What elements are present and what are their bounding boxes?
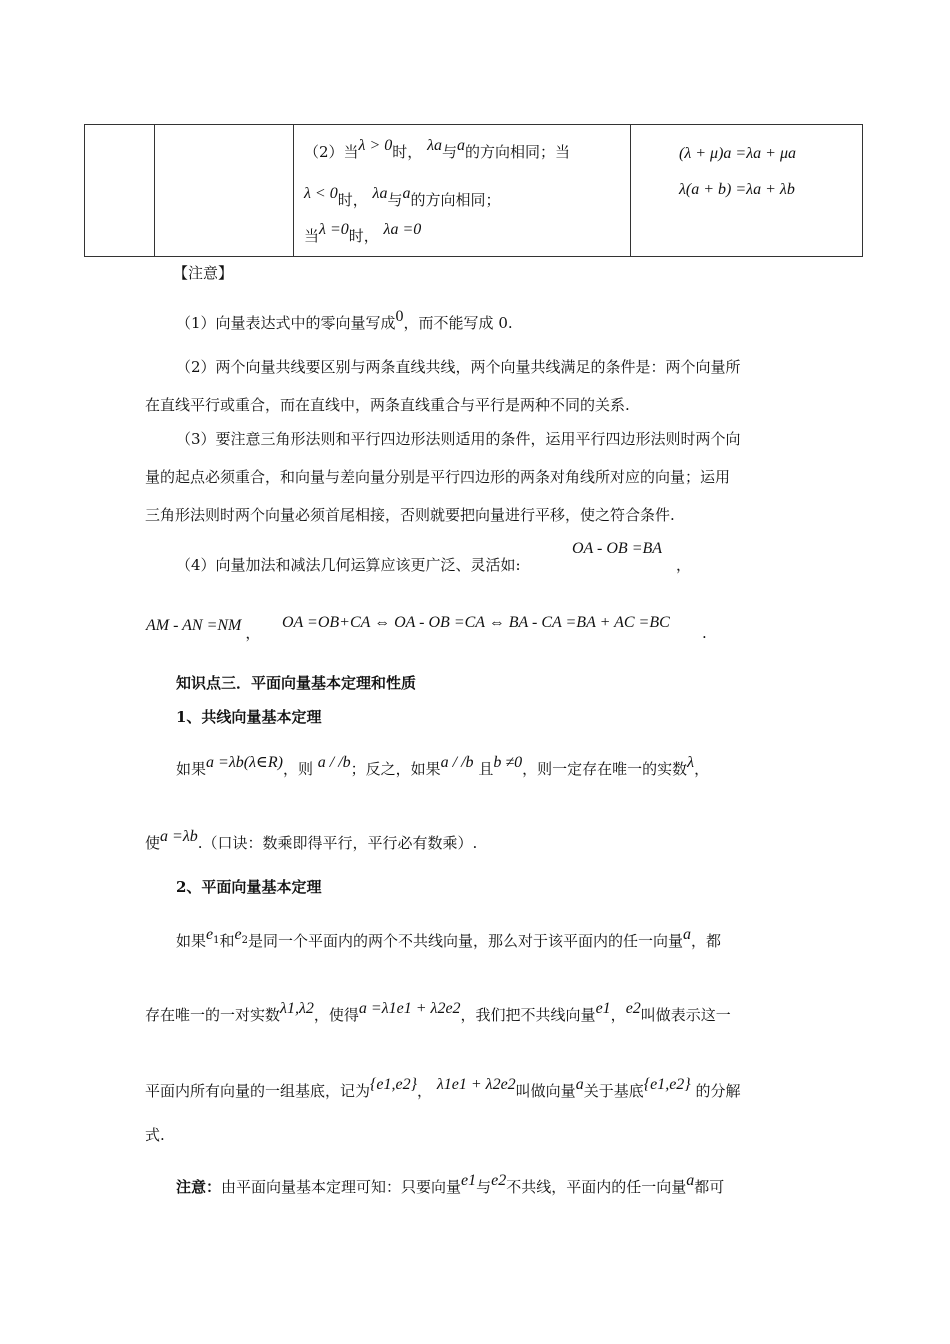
basis-theorem-line-3: 平面内所有向量的一组基底，记为{e1,e2}， λ1e1 + λ2e2叫做向量a关于基底{e1,e2} 的分解: [145, 1076, 741, 1100]
basis-theorem-line-4: 式.: [145, 1126, 165, 1144]
note-2-line-1: （2）两个向量共线要区别与两条直线共线，两个向量共线满足的条件是：两个向量所: [176, 358, 741, 376]
property-line-3: 当λ =0时， λa =0: [304, 221, 422, 245]
note-4-comma: ，: [676, 556, 692, 574]
subsection-2-title: 2、平面向量基本定理: [176, 878, 322, 896]
note-3-line-1: （3）要注意三角形法则和平行四边形法则适用的条件，运用平行四边形法则时两个向: [176, 430, 741, 448]
note-1: （1）向量表达式中的零向量写成0，而不能写成 0.: [176, 308, 513, 332]
note-3-line-2: 量的起点必须重合，和向量与差向量分别是平行四边形的两条对角线所对应的向量；运用: [145, 468, 731, 486]
continued-table: [84, 124, 863, 257]
note-3-line-3: 三角形法则时两个向量必须首尾相接，否则就要把向量进行平移，使之符合条件.: [145, 506, 675, 524]
table-cell-formulas: [631, 125, 863, 257]
basis-theorem-line-2: 存在唯一的一对实数λ1,λ2，使得a =λ1e1 + λ2e2，我们把不共线向量e1，e2叫做表示这一: [145, 1000, 731, 1024]
note-4-line-1: （4）向量加法和减法几何运算应该更广泛、灵活如:: [176, 556, 521, 574]
section-title: 知识点三．平面向量基本定理和性质: [176, 674, 417, 692]
formula-distributive-2: λ(a + b) =λa + λb: [679, 181, 795, 198]
formula-distributive-1: (λ + μ)a =λa + μa: [679, 145, 796, 162]
table-cell-empty-1: [85, 125, 155, 257]
collinear-theorem-line-2: 使a =λb.（口诀：数乘即得平行，平行必有数乘）.: [145, 828, 478, 852]
basis-theorem-line-1: 如果$e_1$和$e_2$是同一个平面内的两个不共线向量，那么对于该平面内的任一向量a，都: [176, 926, 722, 950]
property-line-2: λ < 0时， λa与a的方向相同；: [304, 185, 501, 209]
note-4-line-2: AM - AN =NM ，: [146, 617, 261, 642]
property-line-1: （2）当λ > 0时， λa与a的方向相同；当: [304, 137, 571, 161]
formula-chain: OA =OB+CA ⇔ OA - OB =CA ⇔ BA - CA =BA + AC =BC: [282, 614, 670, 631]
note-4-period: .: [702, 624, 707, 642]
formula-oa-ob: OA - OB =BA: [572, 540, 663, 557]
note-2-line-2: 在直线平行或重合，而在直线中，两条直线重合与平行是两种不同的关系.: [145, 396, 630, 414]
collinear-theorem-line-1: 如果a =λb(λ∈R)，则 a / /b；反之，如果a / /b 且b ≠0，则一定存在唯一的实数λ，: [176, 754, 710, 778]
basis-note: 注意：由平面向量基本定理可知：只要向量e1与e2不共线，平面内的任一向量a都可: [176, 1172, 725, 1196]
table-cell-empty-2: [155, 125, 294, 257]
notes-heading: 【注意】: [173, 264, 234, 282]
subsection-1-title: 1、共线向量基本定理: [176, 708, 322, 726]
table-cell-property: [294, 125, 631, 257]
